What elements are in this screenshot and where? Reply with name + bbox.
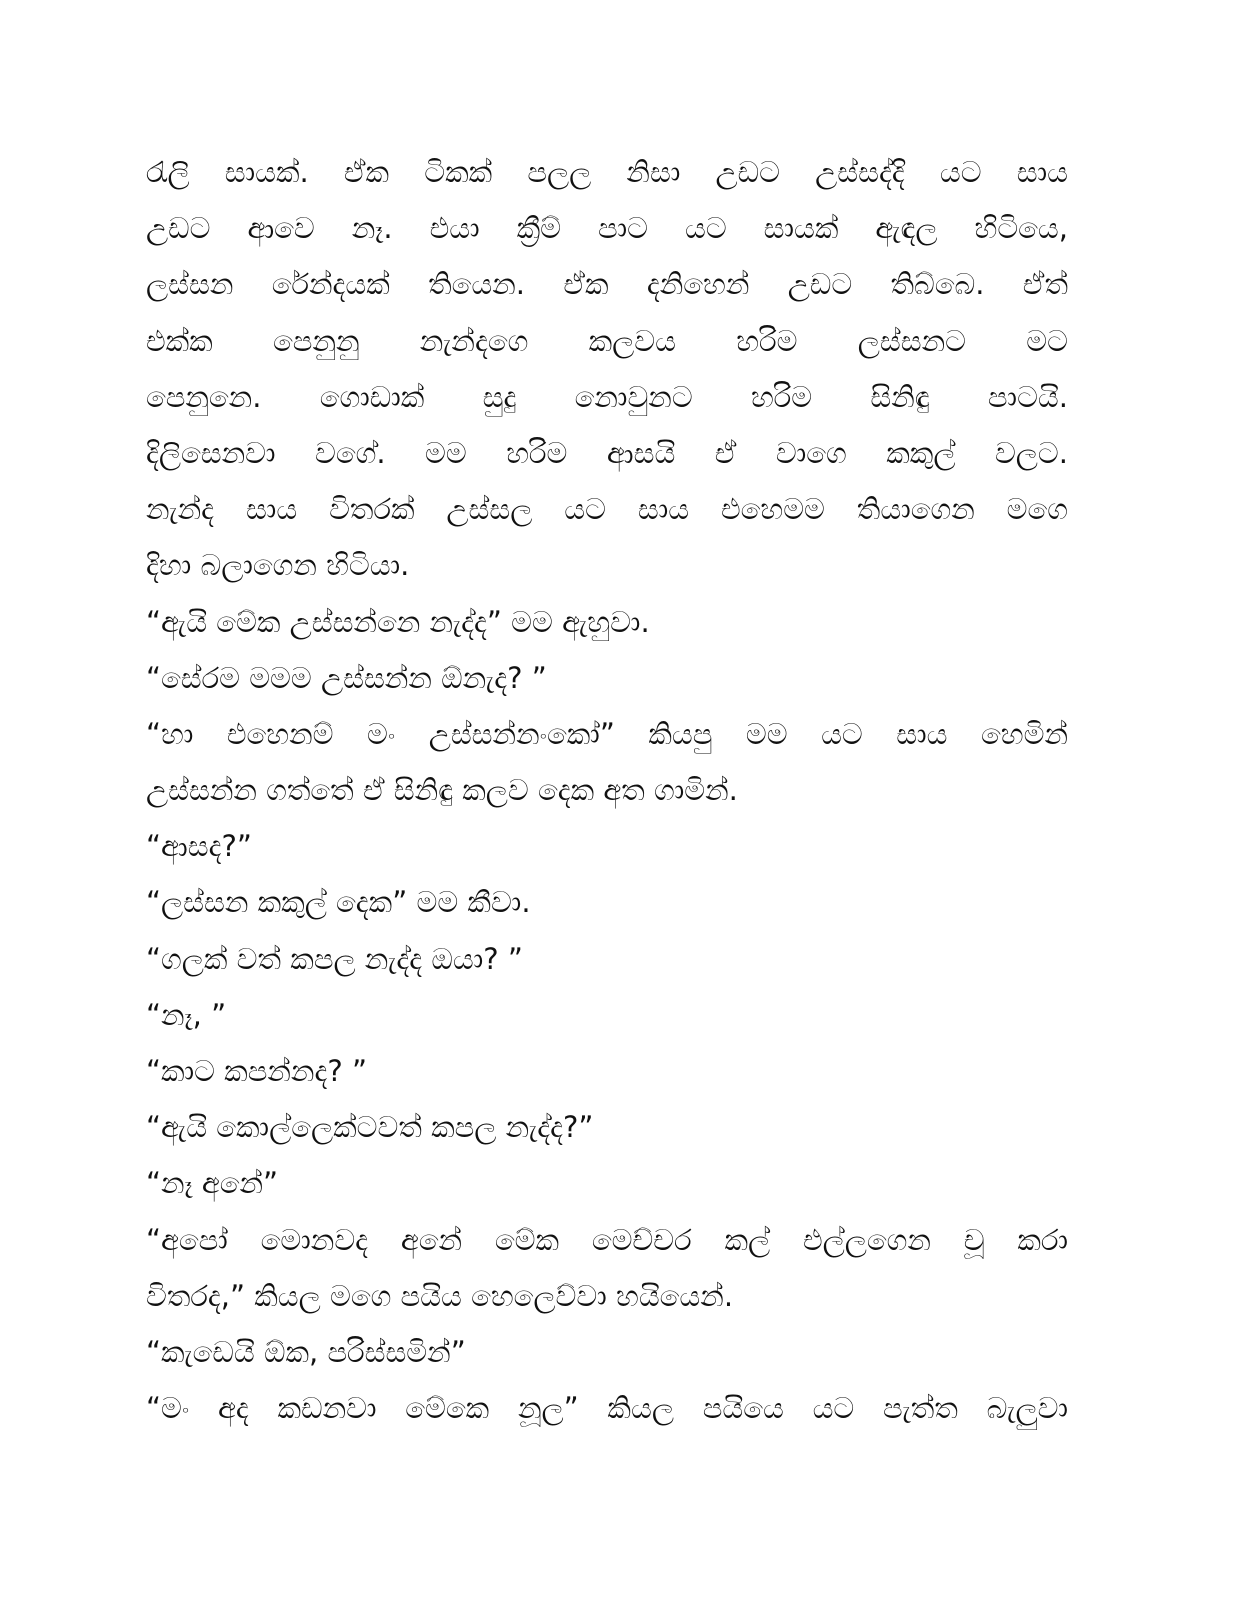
dialogue-line: “සේරම මමම උස්සන්න ඕනැද? ” xyxy=(146,660,547,695)
dialogue-line: “මං අද කඩනවා මේකෙ නූල” කියල පයියෙ යට පැත්ත බැලුවා xyxy=(146,1391,1068,1426)
dialogue-line: “හා එහෙනම් මං උස්සන්නංකෝ” කියපු මම යට සාය හෙමින් xyxy=(146,716,1068,751)
text-line: විතරද,” කියල මගෙ පයිය හෙලෙව්වා හයියෙන්. xyxy=(146,1278,734,1313)
dialogue-line: “ඇයි මේක උස්සන්නෙ නැද්ද” මම ඇහුවා. xyxy=(146,604,650,639)
text-line: උඩට ආවෙ නෑ. එයා ක්‍රීම් පාට යට සායක් ඇඳල හිටියෙ, xyxy=(146,211,1068,246)
dialogue-line: “ගලක් වත් කපල නැද්ද ඔයා? ” xyxy=(146,941,523,976)
dialogue-line: “ඇයි කොල්ලෙක්ටවත් කපල නැද්ද?” xyxy=(146,1110,594,1145)
dialogue-line: “ආසද?” xyxy=(146,829,252,864)
text-line: දිලිසෙනවා වගේ. මම හරිම ආසයි ඒ වාගෙ කකුල් වලට. xyxy=(146,435,1068,470)
text-line: දිහා බලාගෙන හිටියා. xyxy=(146,548,410,583)
dialogue-line: “කැඩෙයි ඕක, පරිස්සමින්” xyxy=(146,1334,466,1369)
dialogue-line: “අපෝ මොනවද අනේ මේක මෙච්චර කල් එල්ලගෙන චූ කරා xyxy=(146,1222,1068,1257)
dialogue-line: “ලස්සන කකුල් දෙක” මම කීවා. xyxy=(146,885,531,920)
text-line: නැන්ද සාය විතරක් උස්සල යට සාය එහෙමම තියාගෙන මගෙ xyxy=(146,492,1068,527)
text-line: උස්සන්න ගත්තේ ඒ සිනිඳු කලව දෙක අත ගාමින්. xyxy=(146,773,738,808)
dialogue-line: “කාට කපන්නද? ” xyxy=(146,1054,367,1088)
body-text xyxy=(146,150,1068,1442)
dialogue-line: “නෑ අනේ” xyxy=(146,1166,279,1201)
text-line: ලස්සන රේන්දයක් තියෙන. ඒක දනිහෙන් උඩට තිබ්බෙ. ඒත් xyxy=(146,267,1068,302)
text-line: රැලි සායක්. ඒක ටිකක් පලල නිසා උඩට උස්සද්දි යට සාය xyxy=(146,155,1068,189)
text-line: පෙනුනෙ. ගොඩාක් සුදු නොවුනට හරිම සිනිඳු පාටයි. xyxy=(146,379,1068,414)
text-line: එක්ක පෙනුනු නැන්දගෙ කලවය හරිම ලස්සනට මට xyxy=(146,323,1068,358)
dialogue-line: “නෑ, ” xyxy=(146,997,227,1032)
